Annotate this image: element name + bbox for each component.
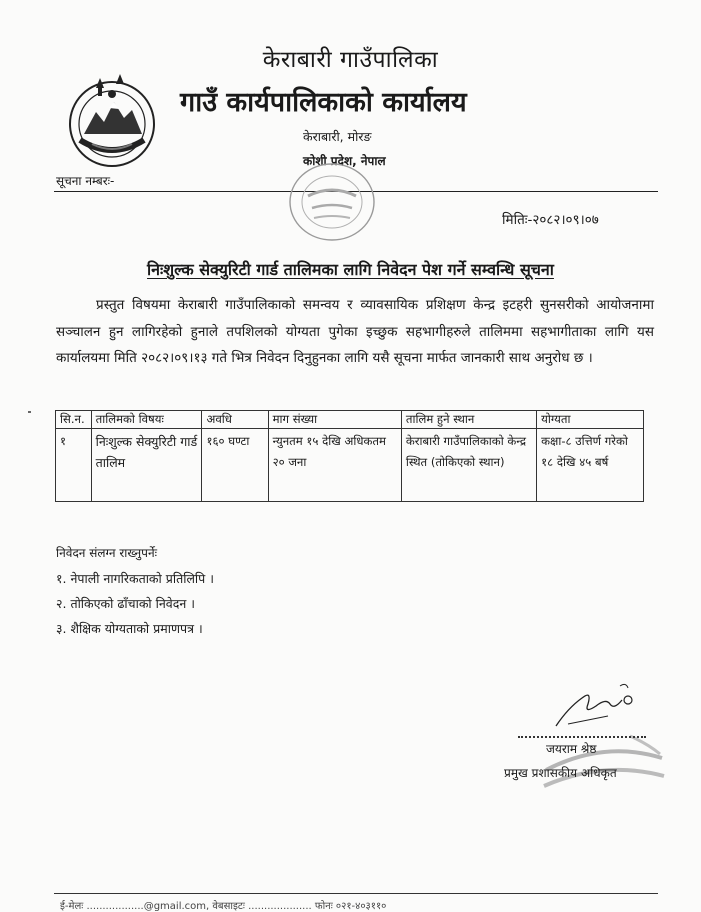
office-name: गाउँ कार्यपालिकाको कार्यालय: [180, 87, 467, 118]
table-row: [56, 429, 644, 502]
org-name: केराबारी गाउँपालिका: [262, 47, 439, 73]
header-eligibility: योग्यता: [537, 411, 644, 429]
notice-number-label: सूचना नम्बरः-: [56, 174, 115, 188]
signature-block: [504, 678, 668, 798]
office-stamp-icon: [286, 160, 378, 244]
address-line1: केराबारी, मोरङ: [303, 129, 372, 144]
attachment-item: ३. शैक्षिक योग्यताको प्रमाणपत्र ।: [56, 621, 203, 636]
attachment-item: २. तोकिएको ढाँचाको निवेदन ।: [56, 596, 196, 611]
cell-demand: न्युनतम १५ देखि अधिकतम २० जना: [268, 429, 401, 502]
cell-eligibility: कक्षा-८ उत्तिर्ण गरेको १८ देखि ४५ बर्ष: [537, 429, 644, 502]
training-details-table: [55, 410, 644, 502]
attachment-item: १. नेपाली नागरिकताको प्रतिलिपि ।: [56, 571, 214, 586]
cell-subject: निःशुल्क सेक्युरिटी गार्ड तालिम: [91, 429, 202, 502]
footer-divider: [54, 893, 658, 894]
signature-line: [518, 736, 646, 738]
cell-duration: १६० घण्टा: [202, 429, 268, 502]
notice-subject: निःशुल्क सेक्युरिटी गार्ड तालिमका लागि निवेदन पेश गर्ने सम्वन्धि सूचना: [147, 260, 554, 279]
header-serial: सि.न.: [56, 411, 92, 429]
notice-date: मितिः-२०८२।०९।०७: [502, 212, 599, 228]
cell-venue: केराबारी गाउँपालिकाको केन्द्र स्थित (तोकिएको स्थान): [401, 429, 536, 502]
header-subject: तालिमको विषयः: [91, 411, 202, 429]
signatory-name: जयराम श्रेष्ठ: [546, 742, 597, 756]
notice-body: प्रस्तुत विषयमा केराबारी गाउँपालिकाको समन्वय र व्यावसायिक प्रशिक्षण केन्द्र इटहरी सुनसरीको आयोजनामा सञ्चालन हुन लागिरहेको हुनाले तपशिलको योग्यता पुगेका इच्छुक सहभागीहरुले तालिममा सहभागीताका लागि यस कार्यालयमा मिति २०८२।०९।१३ गते भित्र निवेदन दिनुहुनका लागि यसै सूचना मार्फत जानकारी साथ अनुरोध छ ।: [56, 297, 654, 366]
signatory-title: प्रमुख प्रशासकीय अधिकृत: [504, 766, 617, 780]
scan-speck: [28, 411, 31, 413]
header-duration: अवधि: [202, 411, 268, 429]
table-header-row: [56, 411, 644, 429]
footer-contact: ई-मेलः ..................@gmail.com, वेबसाइटः .................... फोनः ०२१-४०३११०: [60, 901, 387, 912]
address-line2: कोशी प्रदेश, नेपाल: [303, 154, 386, 168]
attachments-title: निवेदन संलग्न राख्नुपर्नेः: [56, 546, 158, 560]
cell-serial: १: [56, 429, 92, 502]
header-venue: तालिम हुने स्थान: [401, 411, 536, 429]
header-demand: माग संख्या: [268, 411, 401, 429]
nepal-emblem-icon: [62, 68, 162, 168]
handwritten-signature: [548, 678, 648, 733]
